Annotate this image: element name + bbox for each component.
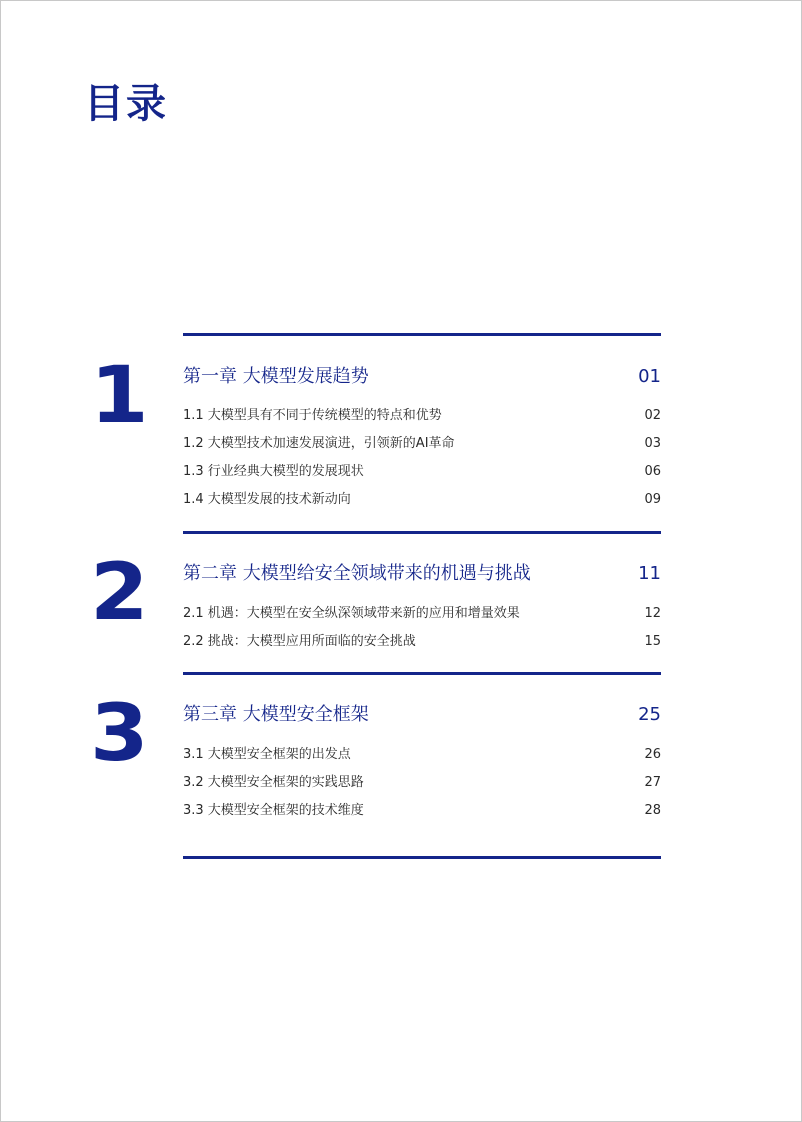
section-page-number: 28 — [644, 803, 661, 818]
chapter-entry[interactable] — [183, 700, 661, 726]
section-entry[interactable] — [183, 799, 661, 819]
section-entry[interactable] — [183, 771, 661, 791]
chapter-number: 3 — [90, 689, 149, 779]
chapter-page-number: 01 — [638, 366, 661, 387]
section-title: 1.2 大模型技术加速发展演进，引领新的AI革命 — [183, 436, 455, 451]
section-title: 3.3 大模型安全框架的技术维度 — [183, 803, 364, 818]
section-page-number: 03 — [644, 436, 661, 451]
section-title: 1.1 大模型具有不同于传统模型的特点和优势 — [183, 408, 442, 423]
section-page-number: 26 — [644, 747, 661, 762]
section-title: 2.2 挑战：大模型应用所面临的安全挑战 — [183, 634, 416, 649]
section-title: 3.1 大模型安全框架的出发点 — [183, 747, 351, 762]
chapter-number: 2 — [90, 548, 149, 638]
section-page-number: 02 — [644, 408, 661, 423]
chapter-title: 第二章 大模型给安全领域带来的机遇与挑战 — [183, 563, 531, 584]
section-title: 1.4 大模型发展的技术新动向 — [183, 492, 351, 507]
chapter-divider — [183, 672, 661, 675]
chapter-entry[interactable] — [183, 559, 661, 585]
section-entry[interactable] — [183, 460, 661, 480]
section-entry[interactable] — [183, 602, 661, 622]
section-title: 2.1 机遇：大模型在安全纵深领域带来新的应用和增量效果 — [183, 606, 520, 621]
section-page-number: 09 — [644, 492, 661, 507]
section-entry[interactable] — [183, 404, 661, 424]
chapter-page-number: 11 — [638, 563, 661, 584]
chapter-title: 第三章 大模型安全框架 — [183, 704, 369, 725]
section-entry[interactable] — [183, 630, 661, 650]
section-entry[interactable] — [183, 488, 661, 508]
section-page-number: 15 — [644, 634, 661, 649]
section-entry[interactable] — [183, 432, 661, 452]
chapter-divider — [183, 531, 661, 534]
page-title: 目录 — [84, 81, 168, 127]
chapter-title: 第一章 大模型发展趋势 — [183, 366, 369, 387]
section-title: 1.3 行业经典大模型的发展现状 — [183, 464, 364, 479]
chapter-entry[interactable] — [183, 362, 661, 388]
section-entry[interactable] — [183, 743, 661, 763]
section-title: 3.2 大模型安全框架的实践思路 — [183, 775, 364, 790]
closing-divider — [183, 856, 661, 859]
section-page-number: 12 — [644, 606, 661, 621]
section-page-number: 27 — [644, 775, 661, 790]
chapter-number: 1 — [90, 351, 149, 441]
chapter-page-number: 25 — [638, 704, 661, 725]
chapter-divider — [183, 333, 661, 336]
section-page-number: 06 — [644, 464, 661, 479]
